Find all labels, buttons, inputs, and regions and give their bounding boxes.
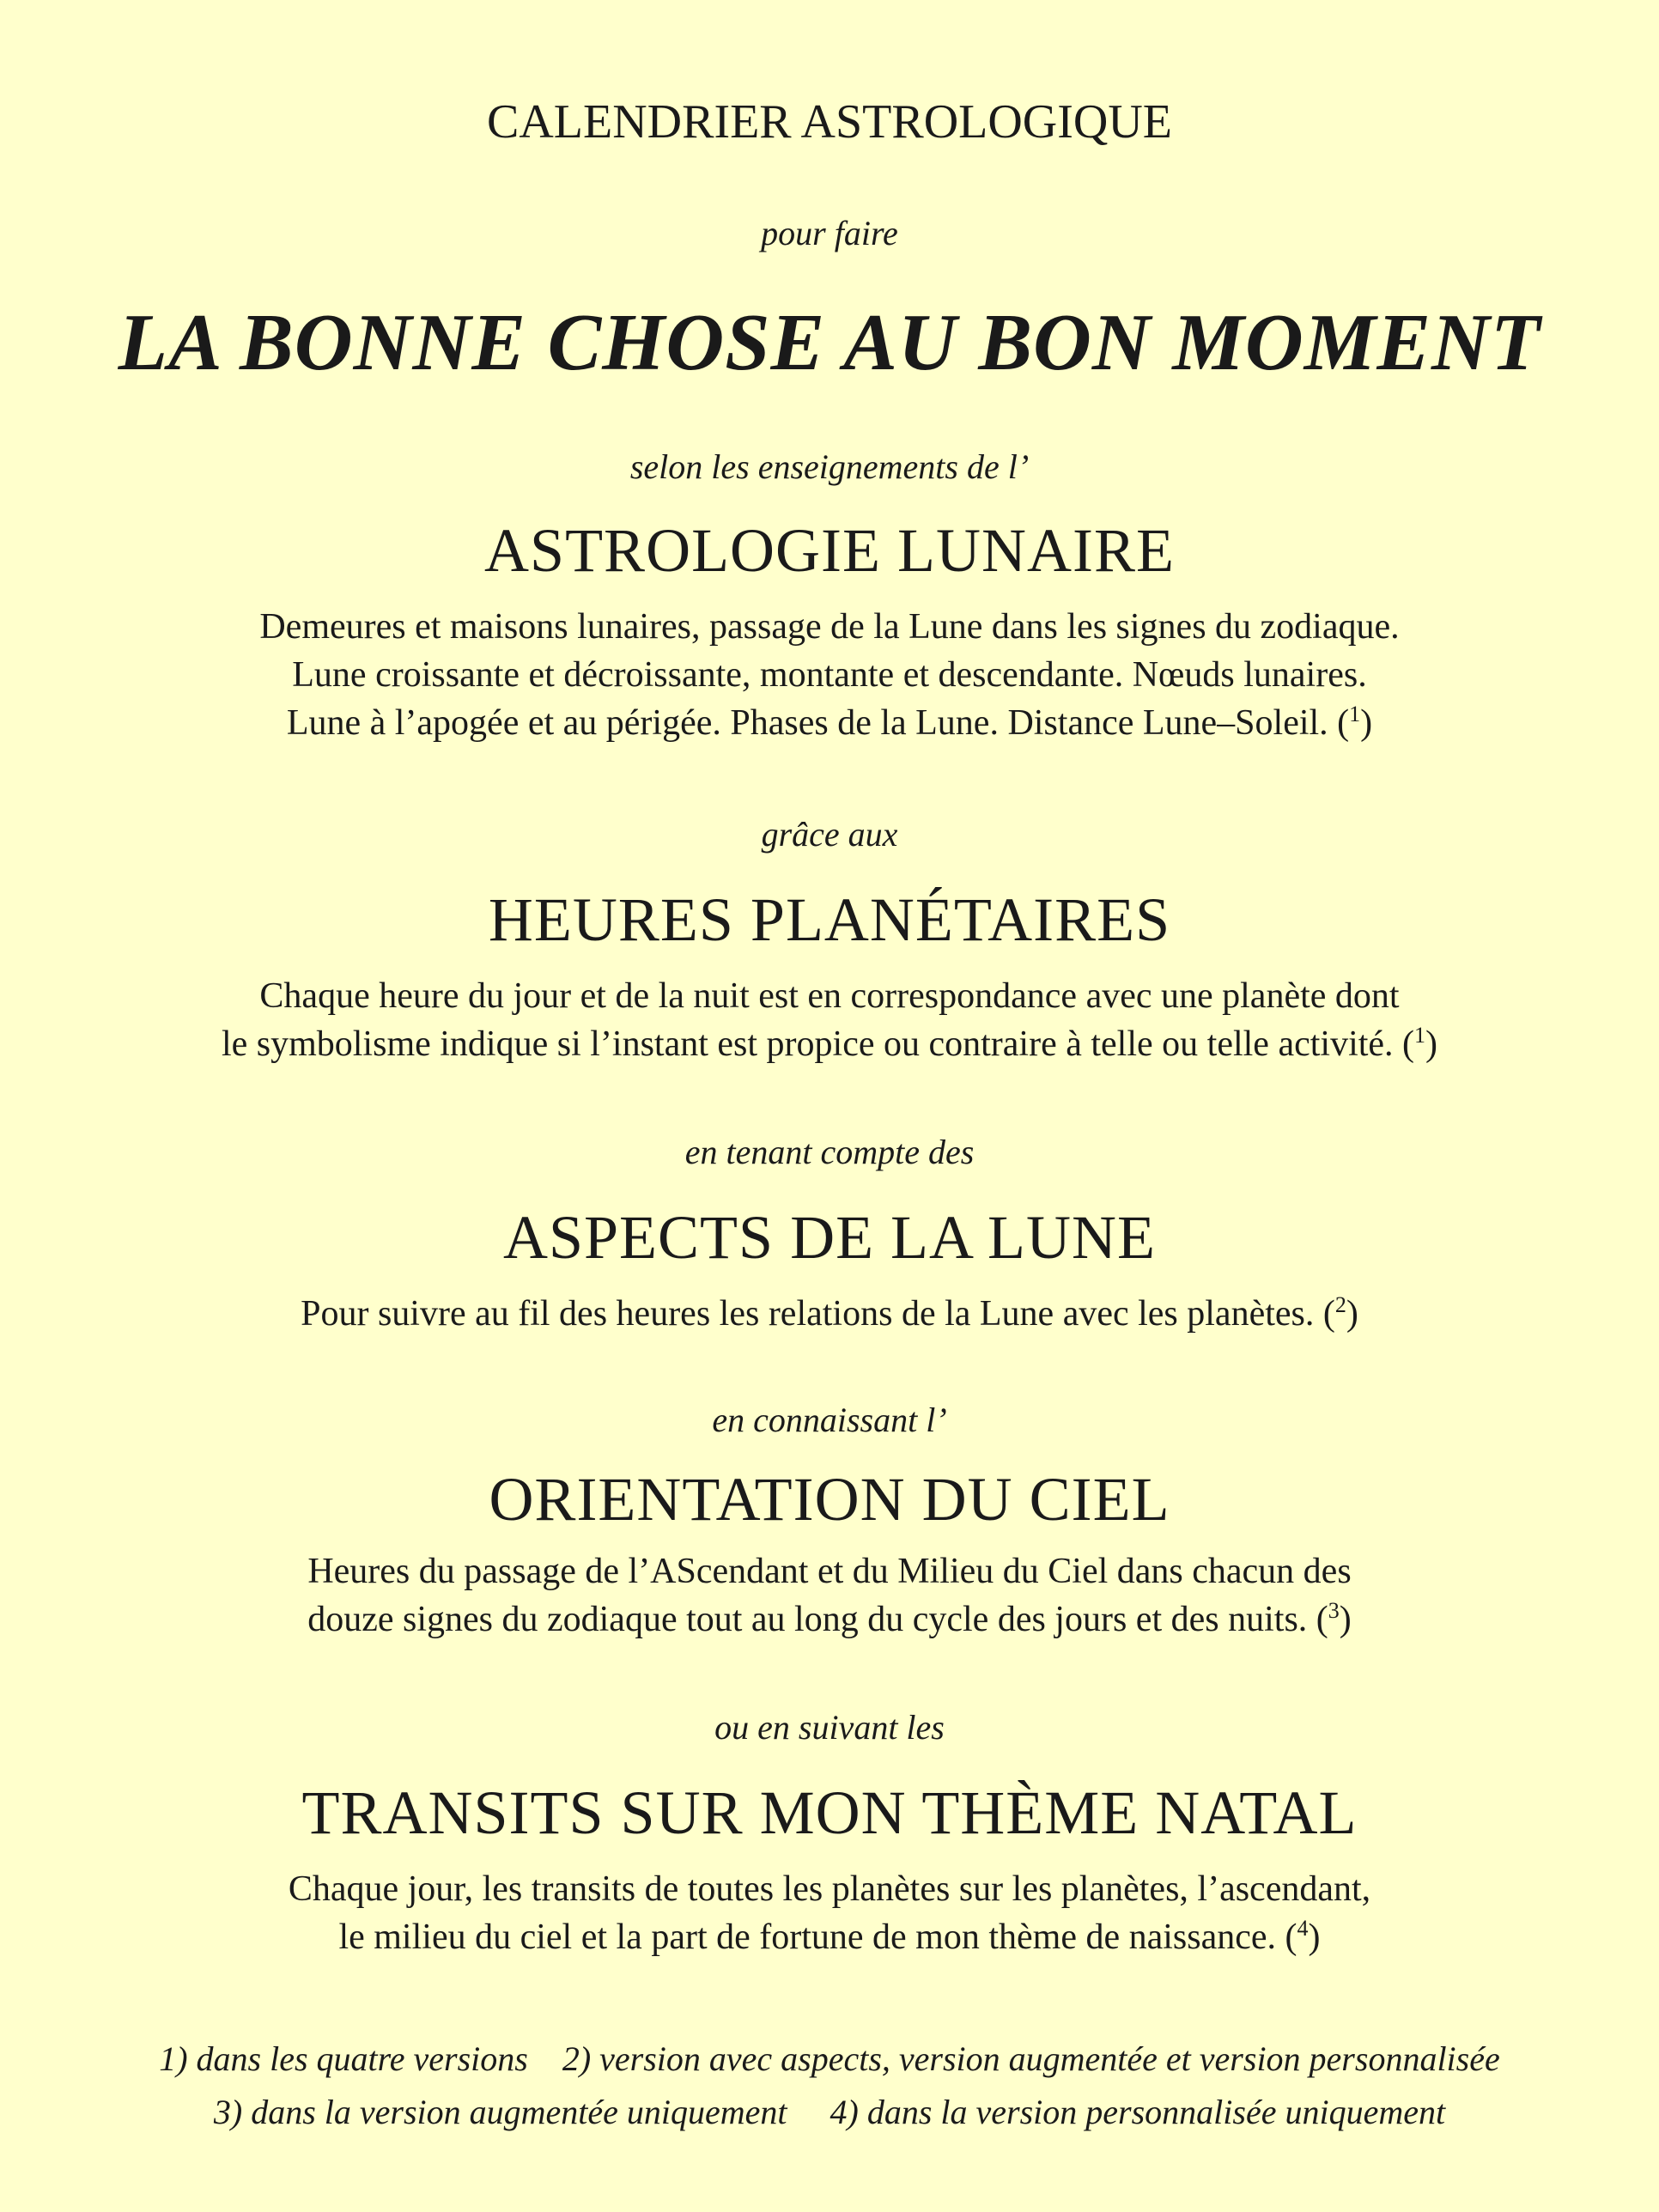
section-desc-line: Pour suivre au fil des heures les relations de la Lune avec les planètes. ($^2$): [301, 1292, 1358, 1334]
footnote-ref: 1: [1349, 702, 1361, 726]
section-title-transits: TRANSITS SUR MON THÈME NATAL: [301, 1778, 1358, 1847]
footnote-ref: 2: [1334, 1292, 1346, 1317]
footnote-ref: 3: [1328, 1598, 1340, 1623]
footnote-ref: 1: [1414, 1023, 1426, 1048]
section-desc-line: Lune croissante et décroissante, montante et descendante. Nœuds lunaires.: [292, 655, 1367, 695]
intro-pour-faire: pour faire: [761, 214, 898, 252]
footnotes-line-1: 1) dans les quatre versions 2) version avec aspects, version augmentée et version personnalisée: [159, 2039, 1500, 2078]
footnotes-line-2: 3) dans la version augmentée uniquement 4) dans la version personnalisée uniquement: [213, 2093, 1446, 2131]
section-desc-line: Chaque jour, les transits de toutes les planètes sur les planètes, l’ascendant,: [288, 1869, 1371, 1909]
calendar-title: CALENDRIER ASTROLOGIQUE: [487, 95, 1172, 149]
section-intro-aspects-de-la-lune: en tenant compte des: [684, 1133, 975, 1171]
section-desc-line: le milieu du ciel et la part de fortune de mon thème de naissance. ($^4$): [338, 1916, 1321, 1957]
section-desc-line: douze signes du zodiaque tout au long du cycle des jours et des nuits. ($^3$): [307, 1598, 1352, 1639]
section-title-astrologie-lunaire: ASTROLOGIE LUNAIRE: [484, 516, 1175, 585]
footnote-ref: 4: [1297, 1916, 1309, 1941]
section-desc-line: Lune à l’apogée et au périgée. Phases de la Lune. Distance Lune–Soleil. ($^1$): [286, 702, 1373, 743]
section-desc-line: Heures du passage de l’AScendant et du Milieu du Ciel dans chacun des: [307, 1552, 1352, 1591]
section-intro-heures-planetaires: grâce aux: [761, 815, 898, 854]
section-intro-transits: ou en suivant les: [714, 1708, 945, 1747]
section-title-aspects-de-la-lune: ASPECTS DE LA LUNE: [502, 1203, 1157, 1272]
section-desc-line: le symbolisme indique si l’instant est propice ou contraire à telle ou telle activité. ($^1$): [221, 1023, 1438, 1064]
main-title: LA BONNE CHOSE AU BON MOMENT: [118, 298, 1541, 387]
section-desc-line: Chaque heure du jour et de la nuit est en correspondance avec une planète dont: [259, 976, 1400, 1016]
section-desc-line: Demeures et maisons lunaires, passage de la Lune dans les signes du zodiaque.: [259, 607, 1400, 647]
section-title-heures-planetaires: HEURES PLANÉTAIRES: [488, 885, 1171, 954]
section-intro-astrologie-lunaire: selon les enseignements de l’: [629, 447, 1030, 486]
section-intro-orientation-du-ciel: en connaissant l’: [712, 1401, 947, 1439]
section-title-orientation-du-ciel: ORIENTATION DU CIEL: [489, 1465, 1170, 1534]
